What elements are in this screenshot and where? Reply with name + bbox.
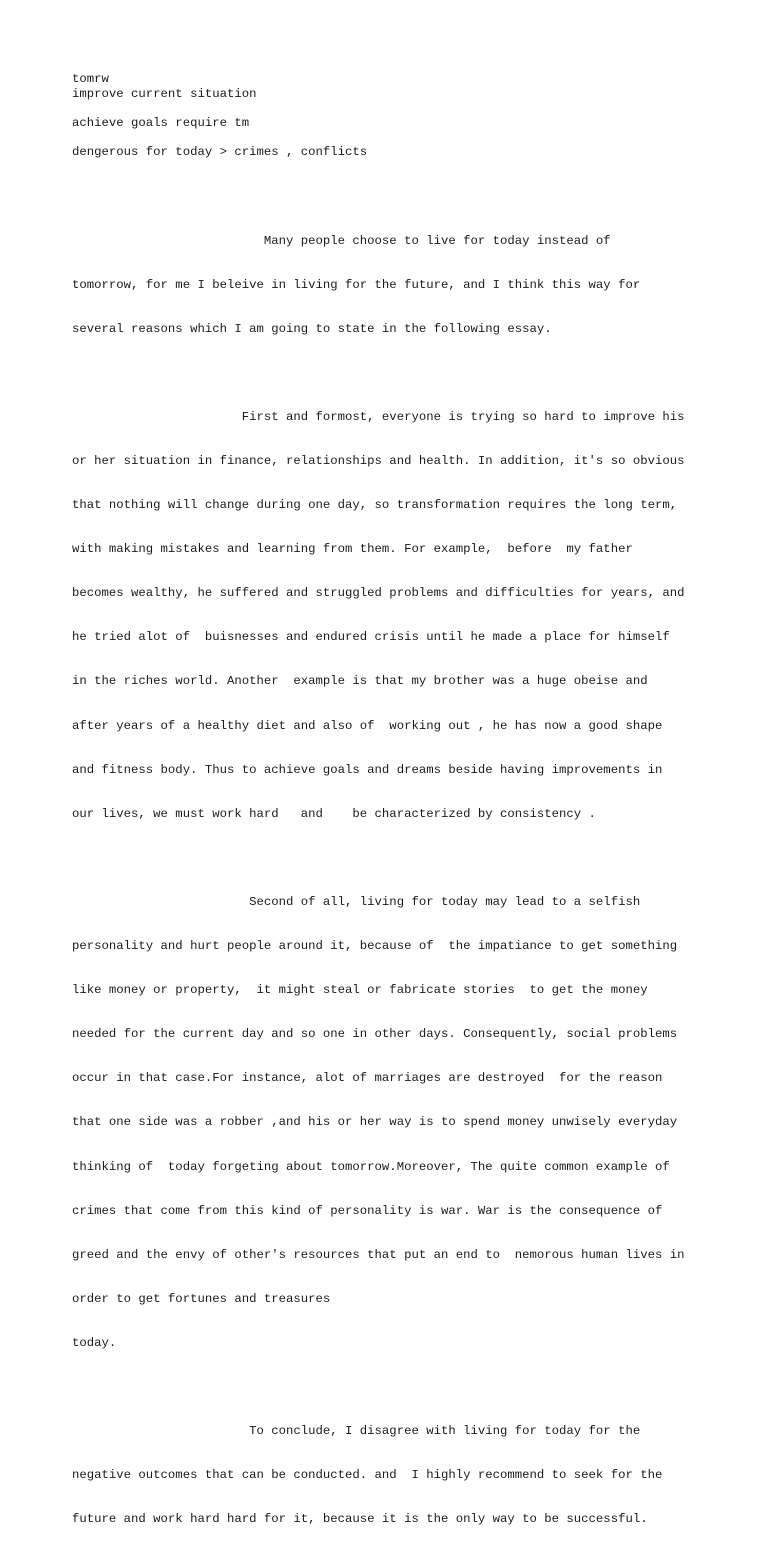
text-line: occur in that case.For instance, alot of marriages are destroyed for the reason: [72, 1071, 663, 1086]
text-line: needed for the current day and so one in other days. Consequently, social problems: [72, 1027, 678, 1042]
note-line: achieve goals require tm: [72, 116, 250, 131]
text-line: in the riches world. Another example is that my brother was a huge obeise and: [72, 674, 648, 689]
text-line: negative outcomes that can be conducted. and I highly recommend to seek for the: [72, 1468, 663, 1483]
text-line: tomorrow, for me I beleive in living for the future, and I think this way for: [72, 277, 641, 292]
notes-block: [72, 72, 728, 160]
note-line: improve current situation: [72, 86, 257, 101]
text-line: he tried alot of buisnesses and endured crisis until he made a place for himself: [72, 630, 670, 645]
note-line: dengerous for today > crimes , conflicts: [72, 145, 368, 160]
text-line: Many people choose to live for today instead of: [72, 233, 611, 248]
text-line: that one side was a robber ,and his or her way is to spend money unwisely everyday: [72, 1115, 678, 1130]
text-line: after years of a healthy diet and also of working out , he has now a good shape: [72, 718, 663, 733]
text-line: our lives, we must work hard and be characterized by consistency .: [72, 806, 596, 821]
note-line: [72, 101, 728, 116]
text-line: personality and hurt people around it, because of the impatiance to get something: [72, 939, 678, 954]
spacer: [72, 160, 728, 204]
note-line: tomrw: [72, 72, 109, 86]
text-line: and fitness body. Thus to achieve goals and dreams beside having improvements in: [72, 762, 663, 777]
text-line: becomes wealthy, he suffered and struggled problems and difficulties for years, and: [72, 586, 685, 601]
text-line: greed and the envy of other's resources that put an end to nemorous human lives in: [72, 1247, 685, 1262]
paragraph-first: [72, 381, 728, 851]
text-line: future and work hard hard for it, because it is the only way to be successful.: [72, 1512, 648, 1527]
text-line: crimes that come from this kind of personality is war. War is the consequence of: [72, 1203, 663, 1218]
spacer: [72, 851, 728, 866]
text-line: thinking of today forgeting about tomorrow.Moreover, The quite common example of: [72, 1159, 670, 1174]
text-line: First and formost, everyone is trying so hard to improve his: [72, 409, 685, 424]
spacer: [72, 366, 728, 381]
text-line: or her situation in finance, relationships and health. In addition, it's so obvious: [72, 454, 685, 468]
paragraph-conclusion: [72, 1395, 728, 1556]
text-line: that nothing will change during one day, so transformation requires the long term,: [72, 498, 678, 513]
text-line: with making mistakes and learning from them. For example, before my father: [72, 542, 633, 557]
text-line: today.: [72, 1335, 117, 1350]
text-line: Second of all, living for today may lead to a selfish: [72, 894, 641, 909]
spacer: [72, 1380, 728, 1395]
text-line: order to get fortunes and treasures: [72, 1291, 331, 1306]
text-line: To conclude, I disagree with living for today for the: [72, 1424, 641, 1439]
paragraph-second: [72, 866, 728, 1380]
note-line: [72, 131, 728, 146]
text-line: like money or property, it might steal or fabricate stories to get the money: [72, 983, 648, 998]
text-line: several reasons which I am going to state in the following essay.: [72, 321, 552, 336]
paragraph-intro: [72, 204, 728, 366]
